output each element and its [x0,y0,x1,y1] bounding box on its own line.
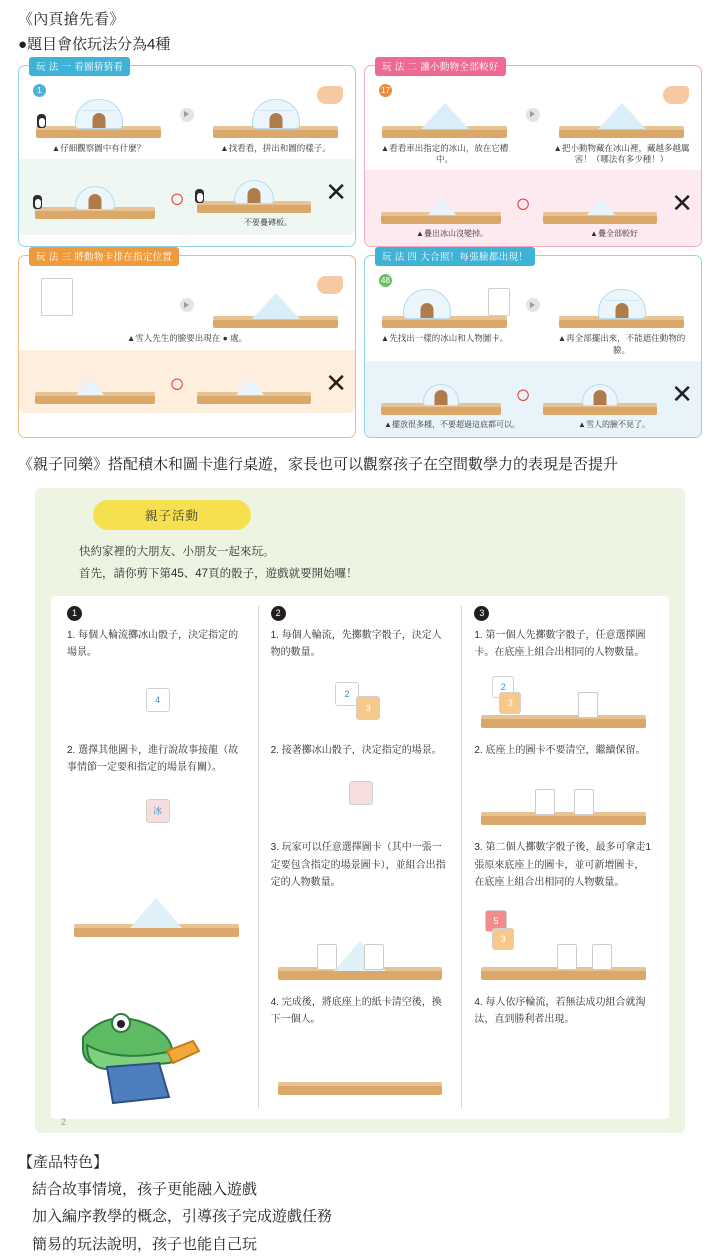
panel-1-judge-note: 不要疊磚板。 [244,217,292,227]
activity-column-1-scene [67,857,246,941]
panel-1-arrow [174,82,200,122]
activity-page-number: 2 [61,1116,67,1127]
activity-column-3-step-3: 3. 第二個人擲數字骰子後，最多可拿走1張原來底座上的圖卡，並可新增圖卡，在底座上組合出相同的人物數量。 [474,842,652,889]
panel-4-top-row [373,272,693,356]
peek-heading: 《內頁搶先看》 [18,11,125,28]
activity-column-2-illustration-2 [271,767,450,829]
features-title: 【產品特色】 [18,1153,109,1171]
panel-3-correct-mark: ○ [169,367,185,398]
panel-1-correct-mark: ○ [169,183,185,214]
dice-icon: 冰 [146,799,170,823]
panel-play-mode-2 [364,61,702,248]
activity-column-2-scene-2 [271,1037,450,1099]
panel-2-left-illustration [373,82,516,140]
dice-icon: 3 [492,928,514,950]
panel-1-judge-area [19,159,355,235]
panel-4-wrong-mark: ✕ [671,379,693,410]
activity-column-1-step-2: 2. 選擇其他圖卡，進行說故事接龍（故事情節一定要和指定的場景有關）。 [67,744,239,774]
activity-column-2-step-1: 1. 每個人輪流，先擲數字骰子，決定人物的數量。 [270,629,442,659]
panel-3-right-illustration [204,272,347,330]
panel-1-top-row [27,82,347,154]
activity-column-1 [55,606,258,1109]
panel-2-right-judge-caption: ▲疊全部較好 [590,229,638,239]
panel-3-tag: 玩 法 三 將動物卡排在指定位置 [29,247,179,266]
panel-4-judge-area [365,361,701,437]
dice-icon: 3 [356,696,380,720]
panel-2-right-caption: ▲把小動物藏在冰山裡，藏越多越厲害！（哪法有多少種！） [553,142,690,164]
panel-1-left-caption: ▲仔細觀察圖中有什麼？ [51,142,146,153]
panel-2-arrow [520,82,546,122]
activity-column-2-number: 2 [271,606,286,621]
panel-1-left-cell [27,82,170,154]
panel-4-arrow [520,272,546,312]
activity-column-1-illustration-2 [67,785,246,847]
activity-column-3-illustration-2 [474,767,653,829]
activity-column-1-step-1: 1. 每個人輪流擲冰山骰子，決定指定的場景。 [67,629,239,659]
activity-column-3-illustration-3 [474,900,653,984]
step-badge-icon: 48 [379,274,392,287]
panel-1-wrong-mark: ✕ [325,176,347,207]
panel-3-judge-area [19,350,355,413]
activity-column-2 [258,606,462,1109]
panel-4-left-illustration [373,272,516,330]
activity-intro-line-2: 首先，請你剪下第45、47頁的骰子，遊戲就要開始囉！ [79,567,358,580]
bullet-heading: ●題目會依玩法分為4種 [18,36,171,54]
panel-4-left-cell [373,272,516,344]
play-mode-panels [18,61,702,439]
activity-column-1-number: 1 [67,606,82,621]
dice-icon: 2 [492,676,514,698]
panel-4-left-judge-caption: ▲擺放很多種，不要超過這底都可以。 [384,420,520,430]
panel-4-tag: 玩 法 四 大合照！每張臉都出現！ [375,247,535,266]
activity-column-2-scene [271,900,450,984]
dice-icon: 2 [335,682,359,706]
panel-1-tag: 玩 法 一 看圖猜猜看 [29,57,130,76]
panel-4-right-caption: ▲再全部擺出來，不能遮住動物的臉。 [557,333,686,355]
activity-column-3-step-4: 4. 每人依序輪流，若無法成功組合就淘汰，直到勝利者出現。 [474,996,646,1026]
activity-column-2-step-4: 4. 完成後，將底座上的紙卡清空後，換下一個人。 [270,996,442,1026]
activity-column-3-illustration-1 [474,670,653,732]
panel-3-left-cell [27,272,170,330]
activity-column-2-step-2: 2. 接著擲冰山骰子，決定指定的場景。 [270,744,442,756]
step-badge-icon: 1 [33,84,46,97]
panel-1-right-caption: ▲找看看，拼出和圖的樣子。 [220,142,331,153]
panel-play-mode-3 [18,252,356,438]
panel-2-left-caption: ▲看看車出指定的冰山，放在它槽中。 [380,142,509,164]
activity-column-3 [461,606,665,1109]
crocodile-mascot-illustration [63,975,213,1105]
panel-3-wrong-mark: ✕ [325,367,347,398]
dice-icon: 5 [485,910,507,932]
activity-column-3-step-2: 2. 底座上的圖卡不要清空，繼續保留。 [474,744,646,756]
activity-column-2-step-3: 3. 玩家可以任意選擇圖卡（其中一張一定要包含指定的場景圖卡），並組合出指定的人物數量。 [270,842,446,889]
activity-column-2-illustration-1 [271,670,450,732]
panel-4-correct-mark: ○ [515,379,531,410]
panel-2-top-row [373,82,693,166]
panel-2-right-cell [550,82,693,166]
parent-child-activity-box [35,488,685,1133]
panel-1-left-illustration [27,82,170,140]
panel-1-right-cell [204,82,347,154]
panel-2-left-cell [373,82,516,166]
features-line-2: 加入編序教學的概念，引導孩子完成遊戲任務 [32,1208,333,1226]
panel-2-correct-mark: ○ [515,188,531,219]
panel-3-arrow [174,272,200,312]
activity-column-1-illustration-1 [67,670,246,732]
panel-4-right-judge-caption: ▲雪人的臉不見了。 [578,420,650,430]
panel-2-right-illustration [550,82,693,140]
dice-icon: 3 [499,692,521,714]
panel-2-tag: 玩 法 二 讓小動物全部較好 [375,57,506,76]
panel-1-right-illustration [204,82,347,140]
features-line-1: 結合故事情境，孩子更能融入遊戲 [32,1180,258,1198]
activity-column-3-number: 3 [474,606,489,621]
features-line-3: 簡易的玩法說明，孩子也能自己玩 [32,1236,258,1254]
family-fun-paragraph: 《親子同樂》搭配積木和圖卡進行桌遊，家長也可以觀察孩子在空間數學力的表現是否提升 [18,456,619,474]
panel-3-top-row [27,272,347,330]
panel-4-right-illustration [550,272,693,330]
activity-intro-line-1: 快約家裡的大朋友、小朋友一起來玩。 [79,545,275,558]
dice-icon [349,781,373,805]
panel-3-right-cell [204,272,347,330]
dice-icon: 4 [146,688,170,712]
product-features [18,1149,702,1259]
panel-3-caption: ▲雪人先生的臉要出現在 ● 處。 [126,333,248,344]
panel-2-wrong-mark: ✕ [671,188,693,219]
panel-play-mode-4 [364,252,702,438]
step-badge-icon: 17 [379,84,392,97]
activity-tab-label: 親子活動 [93,500,251,530]
panel-4-right-cell [550,272,693,356]
activity-column-3-step-1: 1. 第一個人先擲數字骰子，任意選擇圖卡。在底座上組合出相同的人物數量。 [474,629,646,659]
panel-2-left-judge-caption: ▲疊出冰山沒變掉。 [416,229,488,239]
panel-3-left-illustration [27,272,170,330]
panel-play-mode-1 [18,61,356,248]
panel-4-left-caption: ▲先找出一樣的冰山和人物圖卡。 [380,333,509,344]
activity-columns [51,596,669,1119]
panel-2-judge-area [365,170,701,246]
